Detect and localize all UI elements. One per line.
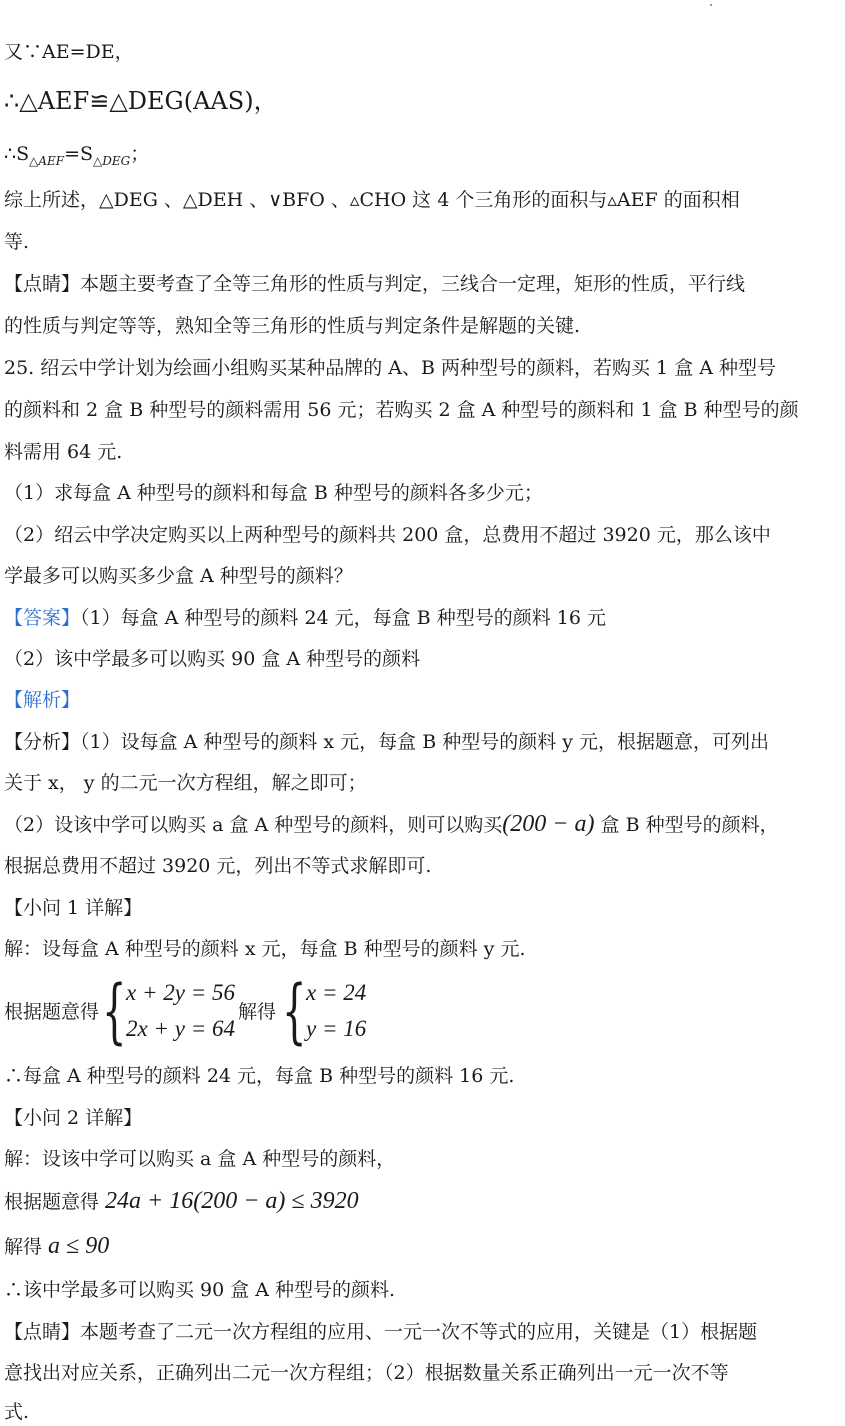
subscript: △AEF: [29, 154, 65, 168]
text-line: 【分析】（1）设每盒 A 种型号的颜料 x 元，每盒 B 种型号的颜料 y 元，根据题意，可列出: [4, 731, 770, 753]
text-line: 意找出对应关系，正确列出二元一次方程组；（2）根据数量关系正确列出一元一次不等: [4, 1362, 729, 1384]
question-title: 25. 绍云中学计划为绘画小组购买某种品牌的 A、B 两种型号的颜料，若购买 1 盒 A 种型号: [4, 357, 776, 379]
brace: {: [102, 970, 127, 1052]
solution-line: 解得 a ≤ 90: [4, 1233, 110, 1259]
equation: y = 16: [306, 1016, 367, 1041]
text-line: ∴每盒 A 种型号的颜料 24 元，每盒 B 种型号的颜料 16 元.: [4, 1065, 515, 1087]
math-expression: 24a + 16(200 − a) ≤ 3920: [105, 1188, 359, 1214]
text-line: （1）求每盒 A 种型号的颜料和每盒 B 种型号的颜料各多少元；: [4, 482, 543, 504]
text-line: 解：设每盒 A 种型号的颜料 x 元，每盒 B 种型号的颜料 y 元.: [4, 938, 526, 960]
text-line: 【点睛】本题主要考查了全等三角形的性质与判定，三线合一定理，矩形的性质，平行线: [4, 273, 746, 295]
text-line: （2）设该中学可以购买 a 盒 A 种型号的颜料，则可以购买(200 − a) 盒 B 种型号的颜料，: [4, 811, 779, 837]
text-label: 解得: [238, 1001, 277, 1023]
subquestion-heading: 【小问 2 详解】: [4, 1107, 143, 1129]
brace: {: [282, 970, 307, 1052]
text-line: ∴该中学最多可以购买 90 盒 A 种型号的颜料.: [4, 1279, 396, 1301]
text-line: 学最多可以购买多少盒 A 种型号的颜料？: [4, 565, 353, 587]
text-line: 式.: [4, 1401, 30, 1423]
text-line: 等.: [4, 231, 30, 253]
math-expression: (200 − a): [502, 811, 595, 837]
text-line: 料需用 64 元.: [4, 441, 123, 463]
text-line: （2）绍云中学决定购买以上两种型号的颜料共 200 盒，总费用不超过 3920 元，那么该中: [4, 524, 771, 546]
equation: x = 24: [306, 980, 367, 1005]
analysis-tag: 【解析】: [4, 689, 81, 711]
scan-dot: [710, 4, 712, 6]
text-line: （2）该中学最多可以购买 90 盒 A 种型号的颜料: [4, 648, 421, 670]
text-line: 的性质与判定等等，熟知全等三角形的性质与判定条件是解题的关键.: [4, 315, 581, 337]
text-line: 根据总费用不超过 3920 元，列出不等式求解即可.: [4, 855, 432, 877]
inequality-line: 根据题意得 24a + 16(200 − a) ≤ 3920: [4, 1188, 359, 1214]
text-line: 关于 x， y 的二元一次方程组，解之即可；: [4, 772, 367, 794]
equation-system: [4, 970, 424, 1052]
equation: 2x + y = 64: [126, 1016, 235, 1041]
text-line: 【点睛】本题考查了二元一次方程组的应用、一元一次不等式的应用，关键是（1）根据题: [4, 1321, 758, 1343]
text-line: 综上所述，△DEG 、△DEH 、∨BFO 、▵CHO 这 4 个三角形的面积与▵AEF 的面积相: [4, 189, 740, 211]
text-label: 根据题意得: [4, 1001, 100, 1023]
answer-line: 【答案】（1）每盒 A 种型号的颜料 24 元，每盒 B 种型号的颜料 16 元: [4, 607, 606, 629]
area-equality-line: $\therefore S_{\triangle AEF}=S_{\triangle DEG}$；: [4, 143, 150, 168]
equation: x + 2y = 56: [126, 980, 235, 1005]
subscript: △DEG: [93, 154, 131, 168]
text-line: 的颜料和 2 盒 B 种型号的颜料需用 56 元；若购买 2 盒 A 种型号的颜料和 1 盒 B 种型号的颜: [4, 399, 799, 421]
answer-tag: 【答案】: [4, 607, 81, 629]
text-line: 解：设该中学可以购买 a 盒 A 种型号的颜料，: [4, 1148, 396, 1170]
text-line: 又∵AE=DE，: [4, 41, 134, 63]
math-expression: a ≤ 90: [48, 1233, 110, 1259]
subquestion-heading: 【小问 1 详解】: [4, 897, 143, 919]
congruence-line: ∴△AEF≌△DEG(AAS)，: [4, 87, 278, 115]
